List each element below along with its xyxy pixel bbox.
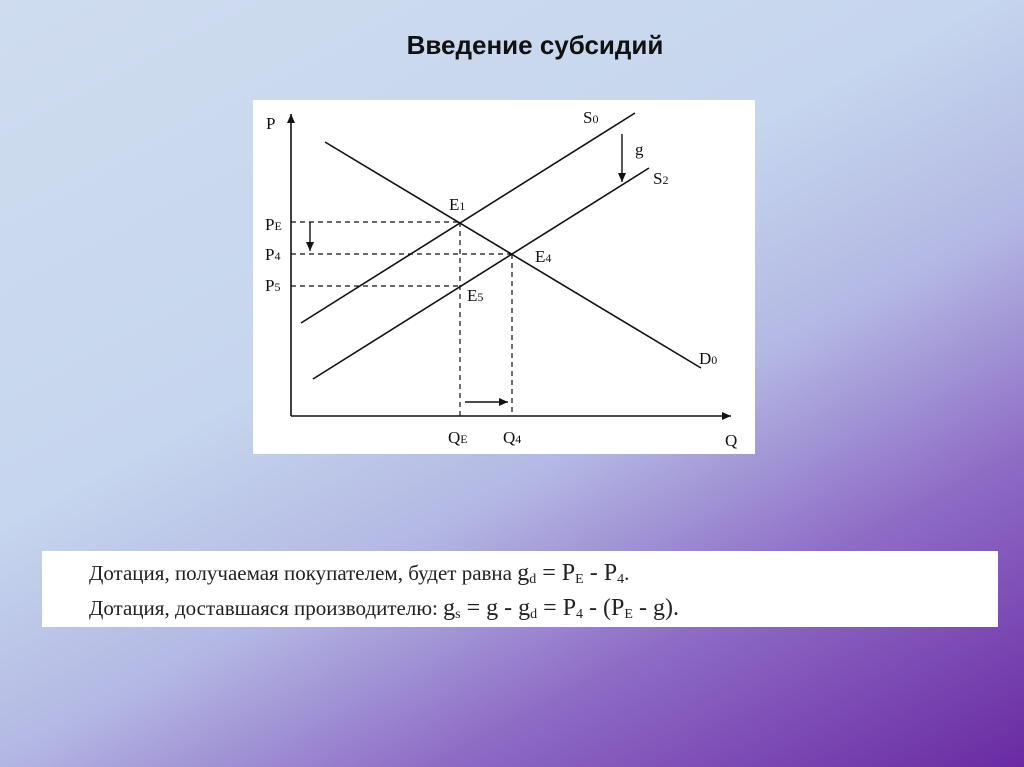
price-axis-label: P — [266, 114, 276, 133]
p4-label: P4 — [265, 245, 281, 264]
pe-label: PE — [265, 215, 282, 234]
s0-label: S0 — [583, 108, 599, 127]
quantity-axis-label: Q — [725, 431, 738, 450]
qe-label: QE — [448, 428, 468, 447]
g-shift-label: g — [635, 140, 644, 159]
e4-label: E4 — [535, 247, 552, 266]
demand-curve-d0 — [325, 142, 701, 368]
caption-box — [42, 551, 998, 627]
producer-subsidy-text: Дотация, доставшаяся производителю: $g_s = g - g_d = P_4 - (P_E - g)$. — [89, 595, 679, 622]
q4-label: Q4 — [503, 428, 522, 447]
slide-title: Введение субсидий — [406, 30, 664, 60]
diagram-panel — [253, 100, 755, 454]
buyer-subsidy-text: Дотация, получаемая покупателем, будет равна $g_d = P_E - P_4$. — [89, 560, 630, 587]
p5-label: P5 — [265, 276, 281, 295]
d0-label: D0 — [699, 349, 718, 368]
e5-label: E5 — [467, 286, 484, 305]
s2-label: S2 — [653, 169, 669, 188]
supply-curve-s2 — [313, 168, 649, 379]
subsidy-diagram — [253, 100, 755, 454]
e1-label: E1 — [449, 195, 466, 214]
